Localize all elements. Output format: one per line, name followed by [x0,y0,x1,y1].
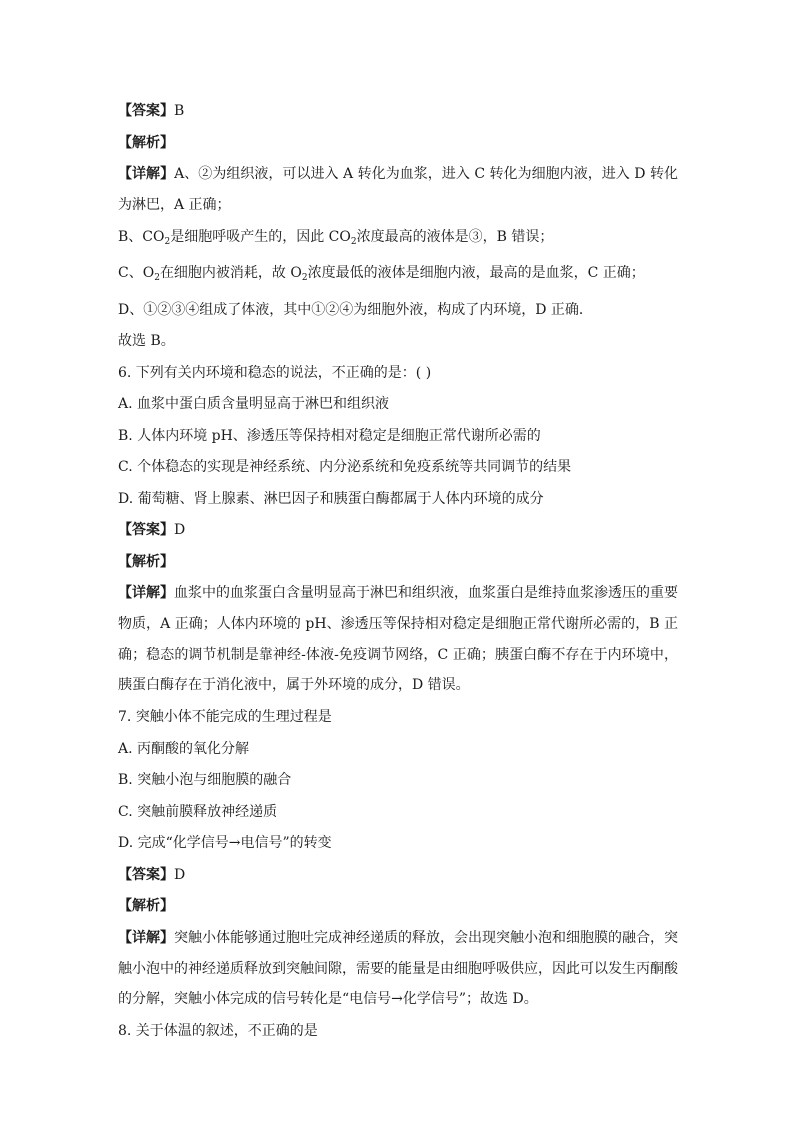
q6-option-d: D. 葡萄糖、肾上腺素、淋巴因子和胰蛋白酶都属于人体内环境的成分 [118,490,544,507]
question-7-stem: 7. 突触小体不能完成的生理过程是 [118,709,332,726]
q7-option-c: C. 突触前膜释放神经递质 [118,803,278,820]
question-8-stem: 8. 关于体温的叙述，不正确的是 [118,1023,318,1040]
detail-paragraph [118,159,678,221]
answer-value: B [174,103,185,119]
detail-label: 【详解】 [118,166,175,182]
q7-answer-line: 【答案】D [118,866,186,883]
q6-detail-text: 血浆中的血浆蛋白含量明显高于淋巴和组织液，血浆蛋白是维持血浆渗透压的重要物质，A 正确；人体内环境的 pH、渗透压等保持相对稳定是细胞正常代谢所必需的，B 正确；稳态的调节机制是靠神经-体液-免疫调节网络，C 正确；胰蛋白酶不存在于内环境中，胰蛋白酶存在于消化液中，属于外环境的成分，D 错误。 [118,585,678,694]
q7-answer-value: D [174,866,186,883]
q6-option-c: C. 个体稳态的实现是神经系统、内分泌系统和免疫系统等共同调节的结果 [118,459,572,476]
q7-detail-text: 突触小体能够通过胞吐完成神经递质的释放，会出现突触小泡和细胞膜的融合，突触小泡中的神经递质释放到突触间隙，需要的能量是由细胞呼吸供应，因此可以发生丙酮酸的分解，突触小体完成的信号转化是“电信号→化学信号”；故选 D。 [118,929,678,1008]
option-b-explanation: B、$CO_2$是细胞呼吸产生的，因此 $CO_2$浓度最高的液体是③，B 错误； [118,228,554,247]
q6-option-a: A. 血浆中蛋白质含量明显高于淋巴和组织液 [118,396,390,413]
document-page [118,100,678,1052]
q7-detail-paragraph: 【详解】突触小体能够通过胞吐完成神经递质的释放，会出现突触小泡和细胞膜的融合，突触小泡中的神经递质释放到突触间隙，需要的能量是由细胞呼吸供应，因此可以发生丙酮酸的分解，突触小体完成的信号转化是“电信号→化学信号”；故选 D。 [118,929,678,1008]
answer-line [118,100,678,122]
detail-text: A、②为组织液，可以进入 A 转化为血浆，进入 C 转化为细胞内液，进入 D 转化为淋巴，A 正确； [118,166,679,213]
selection-line: 故选 B。 [118,333,175,350]
q6-option-b: B. 人体内环境 pH、渗透压等保持相对稳定是细胞正常代谢所必需的 [118,427,541,444]
option-d-explanation: D、①②③④组成了体液，其中①②④为细胞外液，构成了内环境，D 正确． [118,301,593,318]
q6-answer-value: D [174,522,186,539]
analysis-label: 【解析】 [118,134,174,151]
q7-option-a: A. 丙酮酸的氧化分解 [118,740,250,757]
q7-option-d: D. 完成“化学信号→电信号”的转变 [118,835,332,852]
q7-option-b: B. 突触小泡与细胞膜的融合 [118,772,292,789]
answer-label: 【答案】 [118,103,174,119]
q6-analysis-label: 【解析】 [118,553,174,570]
q6-answer-line: 【答案】D [118,522,186,539]
question-6-stem: 6. 下列有关内环境和稳态的说法，不正确的是：( ) [118,364,432,381]
q6-detail-paragraph: 【详解】血浆中的血浆蛋白含量明显高于淋巴和组织液，血浆蛋白是维持血浆渗透压的重要物质，A 正确；人体内环境的 pH、渗透压等保持相对稳定是细胞正常代谢所必需的，B 正确；稳态的调节机制是靠神经-体液-免疫调节网络，C 正确；胰蛋白酶不存在于内环境中，胰蛋白酶存在于消化液中，属于外环境的成分，D 错误。 [118,585,678,694]
option-c-explanation: C、$O_2$在细胞内被消耗，故 $O_2$浓度最低的液体是细胞内液，最高的是血浆，C 正确； [118,265,645,284]
q7-analysis-label: 【解析】 [118,898,174,915]
